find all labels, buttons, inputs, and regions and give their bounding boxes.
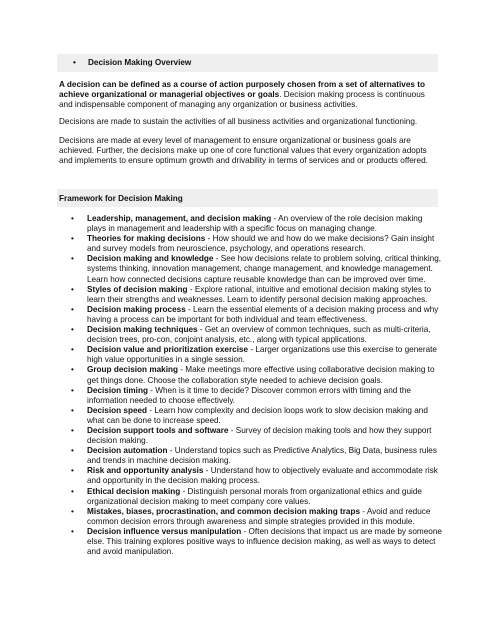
bullet-icon: • <box>71 254 74 264</box>
list-item <box>59 406 443 426</box>
list-item-term: Theories for making decisions <box>87 234 206 244</box>
list-item-description: - Learn the essential elements of a decision making process and why having a process can be important for both individual and team effectiveness. <box>87 304 439 324</box>
intro-paragraph-levels: Decisions are made at every level of management to ensure organizational or business goals are achieved. Further, the decisions make up one of core functional values that every organization adopts and implements to ensure optimum growth and drivability in terms of services and or products offered. <box>59 136 428 166</box>
list-item <box>59 466 443 486</box>
list-item-description: - Understand how to objectively evaluate and accommodate risk and opportunity in the decision making process. <box>87 466 438 486</box>
bullet-icon: • <box>71 234 74 244</box>
list-item <box>59 325 443 345</box>
list-item <box>59 446 443 466</box>
bullet-icon: • <box>71 365 74 375</box>
list-item-term: Ethical decision making <box>87 486 181 496</box>
bullet-icon: • <box>71 304 74 314</box>
list-item-term: Decision making process <box>87 304 186 314</box>
list-item <box>59 345 443 365</box>
bullet-icon: • <box>73 58 76 67</box>
list-item-term: Styles of decision making <box>87 284 188 294</box>
bullet-icon: • <box>71 425 74 435</box>
bullet-icon: • <box>71 345 74 355</box>
framework-list <box>59 214 443 557</box>
list-item-term: Decision making techniques <box>87 325 198 335</box>
bullet-icon: • <box>71 446 74 456</box>
list-item <box>59 285 443 305</box>
list-item-description: - Distinguish personal morals from organizational ethics and guide organizational decision making to meet company core values. <box>87 486 422 506</box>
list-item-description: - Often decisions that impact us are made by someone else. This training explores positive ways to influence decision making, as well as ways to detect and avoid manipulation. <box>87 526 442 557</box>
bullet-icon: • <box>71 214 74 223</box>
bullet-icon: • <box>71 506 74 516</box>
list-item-description: - Explore rational, intuitive and emotional decision making styles to learn their strengths and weaknesses. Learn to identify personal decision making approaches. <box>87 284 432 304</box>
bullet-icon: • <box>71 486 74 496</box>
list-item <box>59 426 443 446</box>
list-item-term: Decision support tools and software <box>87 425 229 435</box>
list-item <box>59 386 443 406</box>
list-item-description: - Survey of decision making tools and how they support decision making. <box>87 425 432 446</box>
list-item-description: - See how decisions relate to problem solving, critical thinking, systems thinking, innovation management, change management, and knowledge management. Learn how connected decisions capture reusable knowledge than can be improved over time. <box>87 254 442 284</box>
list-item-term: Decision value and prioritization exercise <box>87 345 249 355</box>
list-item-description: - Larger organizations use this exercise to generate high value opportunities in a single session. <box>87 345 437 365</box>
list-item-description: - Get an overview of common techniques, such as multi-criteria, decision trees, pro-con, conjoint analysis, etc., along with typical applications. <box>87 325 431 345</box>
list-item-term: Group decision making <box>87 365 178 375</box>
list-item <box>59 365 443 385</box>
bullet-icon: • <box>71 325 74 335</box>
bullet-icon: • <box>71 385 74 395</box>
list-item <box>59 234 443 254</box>
list-item-description: - When is it time to decide? Discover common errors with timing and the information needed to choose effectively. <box>87 385 411 405</box>
overview-title: Decision Making Overview <box>88 58 192 67</box>
list-item-description: - Make meetings more effective using collaborative decision making to get things done. Choose the collaboration style needed to achieve decision goals. <box>87 365 435 385</box>
list-item-description: - How should we and how do we make decisions? Gain insight and survey models from neuroscience, psychology, and operations research. <box>87 234 435 254</box>
definition-bold: A decision can be defined as a course of action purposely chosen from a set of alternatives to achieve organizational or managerial objectives or goals <box>59 80 425 100</box>
definition-rest: . Decision making process is continuous and indispensable component of managing any organization or business activities. <box>59 90 425 110</box>
list-item-term: Decision timing <box>87 385 148 395</box>
framework-title: Framework for Decision Making <box>59 194 183 203</box>
list-item <box>59 507 443 527</box>
list-item-term: Decision making and knowledge <box>87 254 214 264</box>
list-item <box>59 527 443 557</box>
list-item-term: Mistakes, biases, procrastination, and common decision making traps <box>87 506 360 516</box>
intro-paragraph-sustain: Decisions are made to sustain the activities of all business activities and organizational functioning. <box>59 117 418 126</box>
list-item-description: - An overview of the role decision making plays in management and leadership with a specific focus on managing change. <box>87 214 423 234</box>
bullet-icon: • <box>71 466 74 476</box>
list-item-term: Leadership, management, and decision making <box>87 214 272 223</box>
list-item-term: Decision automation <box>87 446 168 456</box>
list-item <box>59 214 443 234</box>
list-item-term: Risk and opportunity analysis <box>87 466 204 476</box>
list-item-description: - Understand topics such as Predictive Analytics, Big Data, business rules and trends in machine decision making. <box>87 446 437 466</box>
list-item-description: - Avoid and reduce common decision errors through awareness and simple strategies provided in this module. <box>87 506 431 526</box>
list-item <box>59 305 443 325</box>
bullet-icon: • <box>71 405 74 415</box>
list-item-term: Decision speed <box>87 405 148 415</box>
list-item-description: - Learn how complexity and decision loops work to slow decision making and what can be done to increase speed. <box>87 405 428 425</box>
list-item-term: Decision influence versus manipulation <box>87 526 242 536</box>
intro-paragraph-definition <box>59 80 435 110</box>
list-item <box>59 254 443 284</box>
list-item <box>59 487 443 507</box>
bullet-icon: • <box>71 526 74 536</box>
bullet-icon: • <box>71 284 74 294</box>
